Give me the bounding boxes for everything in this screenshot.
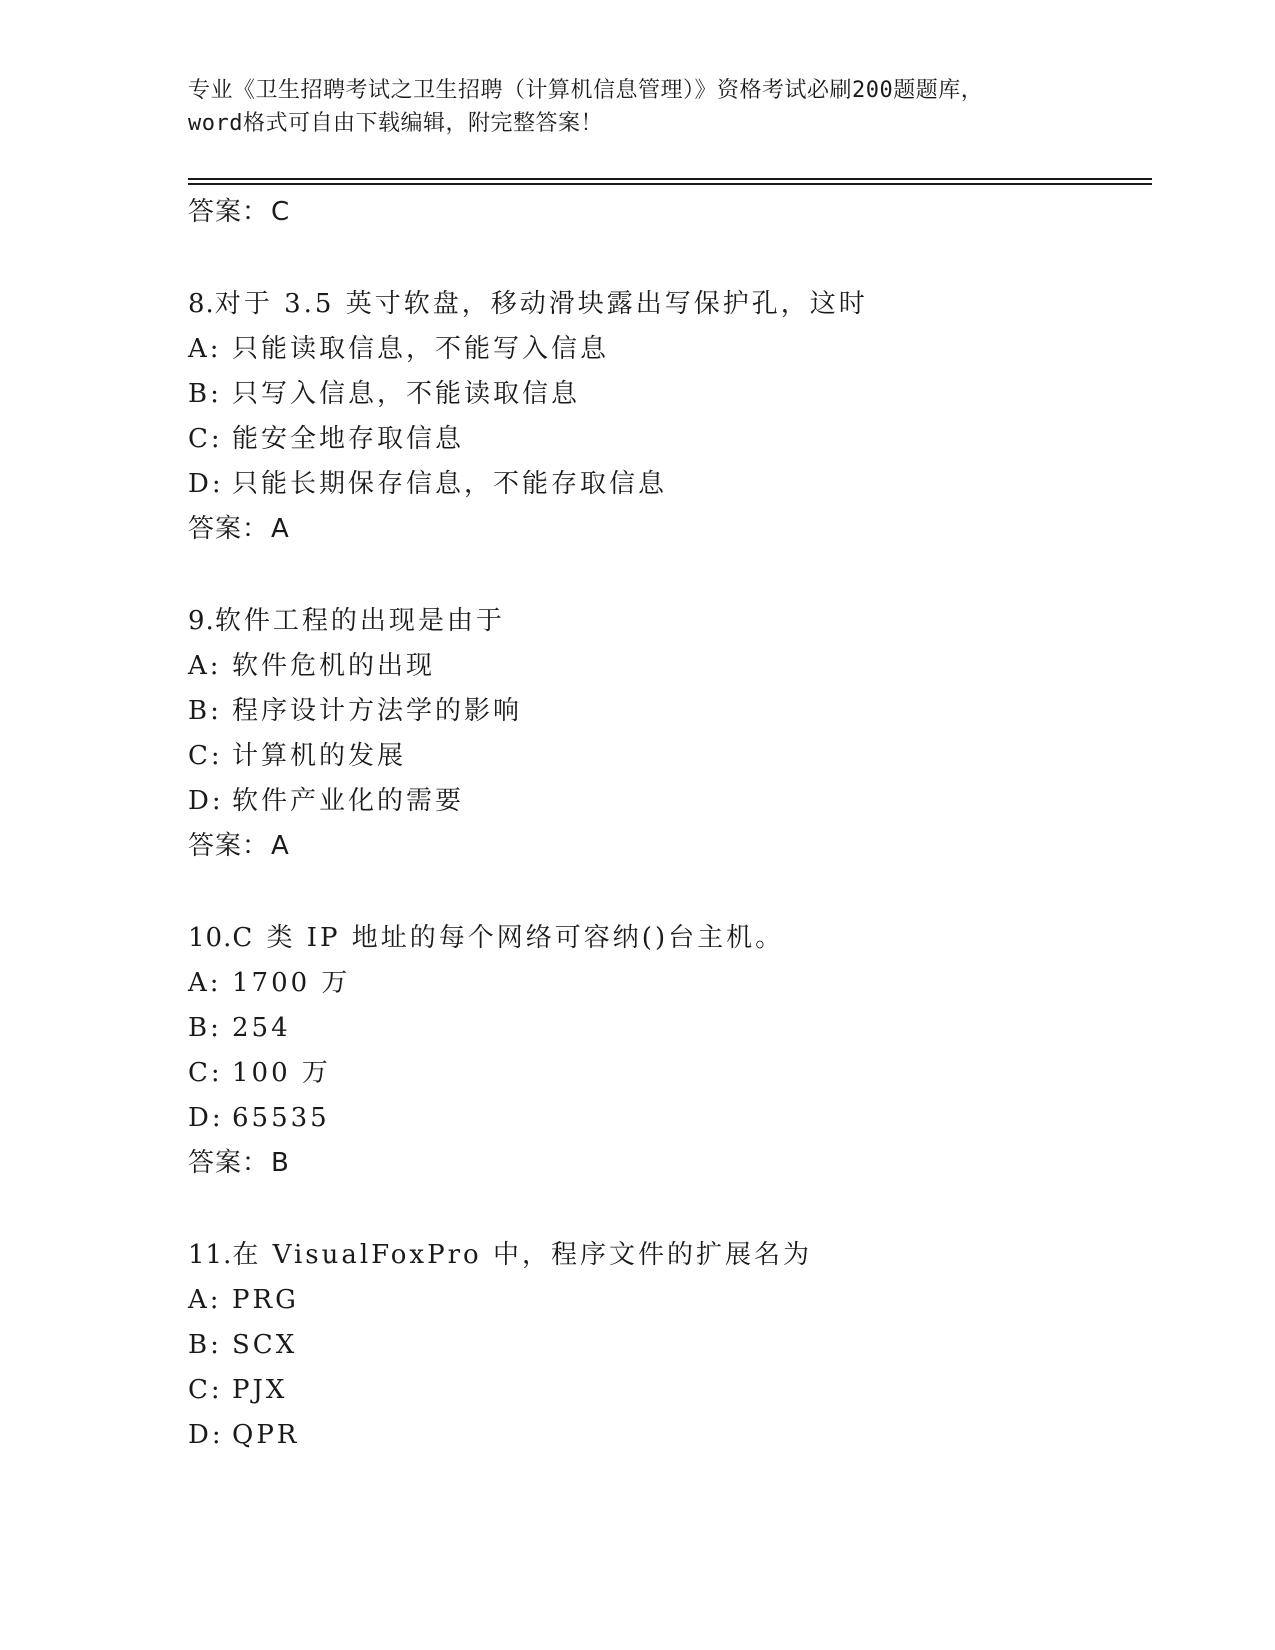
option-d (188, 779, 1148, 824)
option-key: D: (188, 1103, 224, 1133)
question-text (188, 282, 1148, 327)
question-list (188, 190, 1148, 1458)
question-number: 8. (188, 289, 215, 319)
option-key: A: (188, 334, 222, 364)
option-text: 1700 万 (232, 968, 351, 998)
option-key: A: (188, 968, 222, 998)
option-key: C: (188, 1058, 223, 1088)
option-text: PRG (232, 1285, 299, 1315)
option-key: B: (188, 379, 222, 409)
answer-line (188, 190, 1148, 234)
question-text (188, 916, 1148, 961)
option-text: 软件产业化的需要 (232, 786, 465, 816)
question-number: 9. (188, 606, 215, 636)
option-text: 软件危机的出现 (232, 651, 436, 681)
option-text: SCX (232, 1330, 298, 1360)
option-text: 只能长期保存信息，不能存取信息 (232, 469, 668, 499)
option-key: B: (188, 1013, 222, 1043)
option-c (188, 417, 1148, 462)
option-text: QPR (232, 1420, 300, 1450)
question-text (188, 1233, 1148, 1278)
question-number: 10. (188, 923, 233, 953)
answer-line (188, 1141, 1148, 1185)
option-key: D: (188, 1420, 224, 1450)
answer-label: 答案： (188, 514, 270, 544)
option-key: C: (188, 424, 223, 454)
option-key: A: (188, 1285, 222, 1315)
option-a (188, 644, 1148, 689)
question-stem: 在 VisualFoxPro 中，程序文件的扩展名为 (232, 1240, 812, 1270)
document-header (188, 74, 1088, 140)
option-c (188, 1051, 1148, 1096)
option-text: 能安全地存取信息 (232, 424, 465, 454)
question-item (188, 916, 1148, 1185)
option-text: 100 万 (232, 1058, 331, 1088)
option-text: 计算机的发展 (232, 741, 407, 771)
option-key: B: (188, 696, 222, 726)
option-key: C: (188, 1375, 223, 1405)
answer-value: A (271, 514, 290, 544)
question-stem: C 类 IP 地址的每个网络可容纳()台主机。 (232, 923, 785, 953)
answer-line (188, 507, 1148, 551)
answer-value: A (271, 831, 290, 861)
option-text: PJX (232, 1375, 288, 1405)
header-line-1: 专业《卫生招聘考试之卫生招聘（计算机信息管理）》资格考试必刷200题题库， (188, 78, 984, 103)
option-key: C: (188, 741, 223, 771)
question-stem: 对于 3.5 英寸软盘，移动滑块露出写保护孔，这时 (214, 289, 868, 319)
answer-value: B (271, 1148, 290, 1178)
option-b (188, 689, 1148, 734)
option-text: 254 (232, 1013, 291, 1043)
option-key: B: (188, 1330, 222, 1360)
option-text: 65535 (232, 1103, 330, 1133)
answer-label: 答案： (188, 831, 270, 861)
option-c (188, 1368, 1148, 1413)
option-text: 只写入信息，不能读取信息 (232, 379, 581, 409)
option-key: D: (188, 469, 224, 499)
option-text: 程序设计方法学的影响 (232, 696, 523, 726)
answer-line (188, 824, 1148, 868)
question-stem: 软件工程的出现是由于 (214, 606, 505, 636)
question-number: 11. (188, 1240, 233, 1270)
question-item (188, 282, 1148, 551)
option-b (188, 372, 1148, 417)
option-text: 只能读取信息，不能写入信息 (232, 334, 610, 364)
question-item (188, 1233, 1148, 1458)
option-b (188, 1323, 1148, 1368)
option-a (188, 327, 1148, 372)
question-item (188, 599, 1148, 868)
question-text (188, 599, 1148, 644)
option-key: A: (188, 651, 222, 681)
option-a (188, 1278, 1148, 1323)
option-d (188, 1096, 1148, 1141)
header-divider-top (188, 178, 1152, 180)
option-b (188, 1006, 1148, 1051)
option-c (188, 734, 1148, 779)
header-line-2: word格式可自由下载编辑，附完整答案！ (188, 111, 603, 136)
answer-value: C (271, 197, 291, 227)
header-divider-bottom (188, 183, 1152, 185)
option-a (188, 961, 1148, 1006)
answer-label: 答案： (188, 1148, 270, 1178)
option-d (188, 462, 1148, 507)
option-key: D: (188, 786, 224, 816)
option-d (188, 1413, 1148, 1458)
answer-label: 答案： (188, 197, 270, 227)
